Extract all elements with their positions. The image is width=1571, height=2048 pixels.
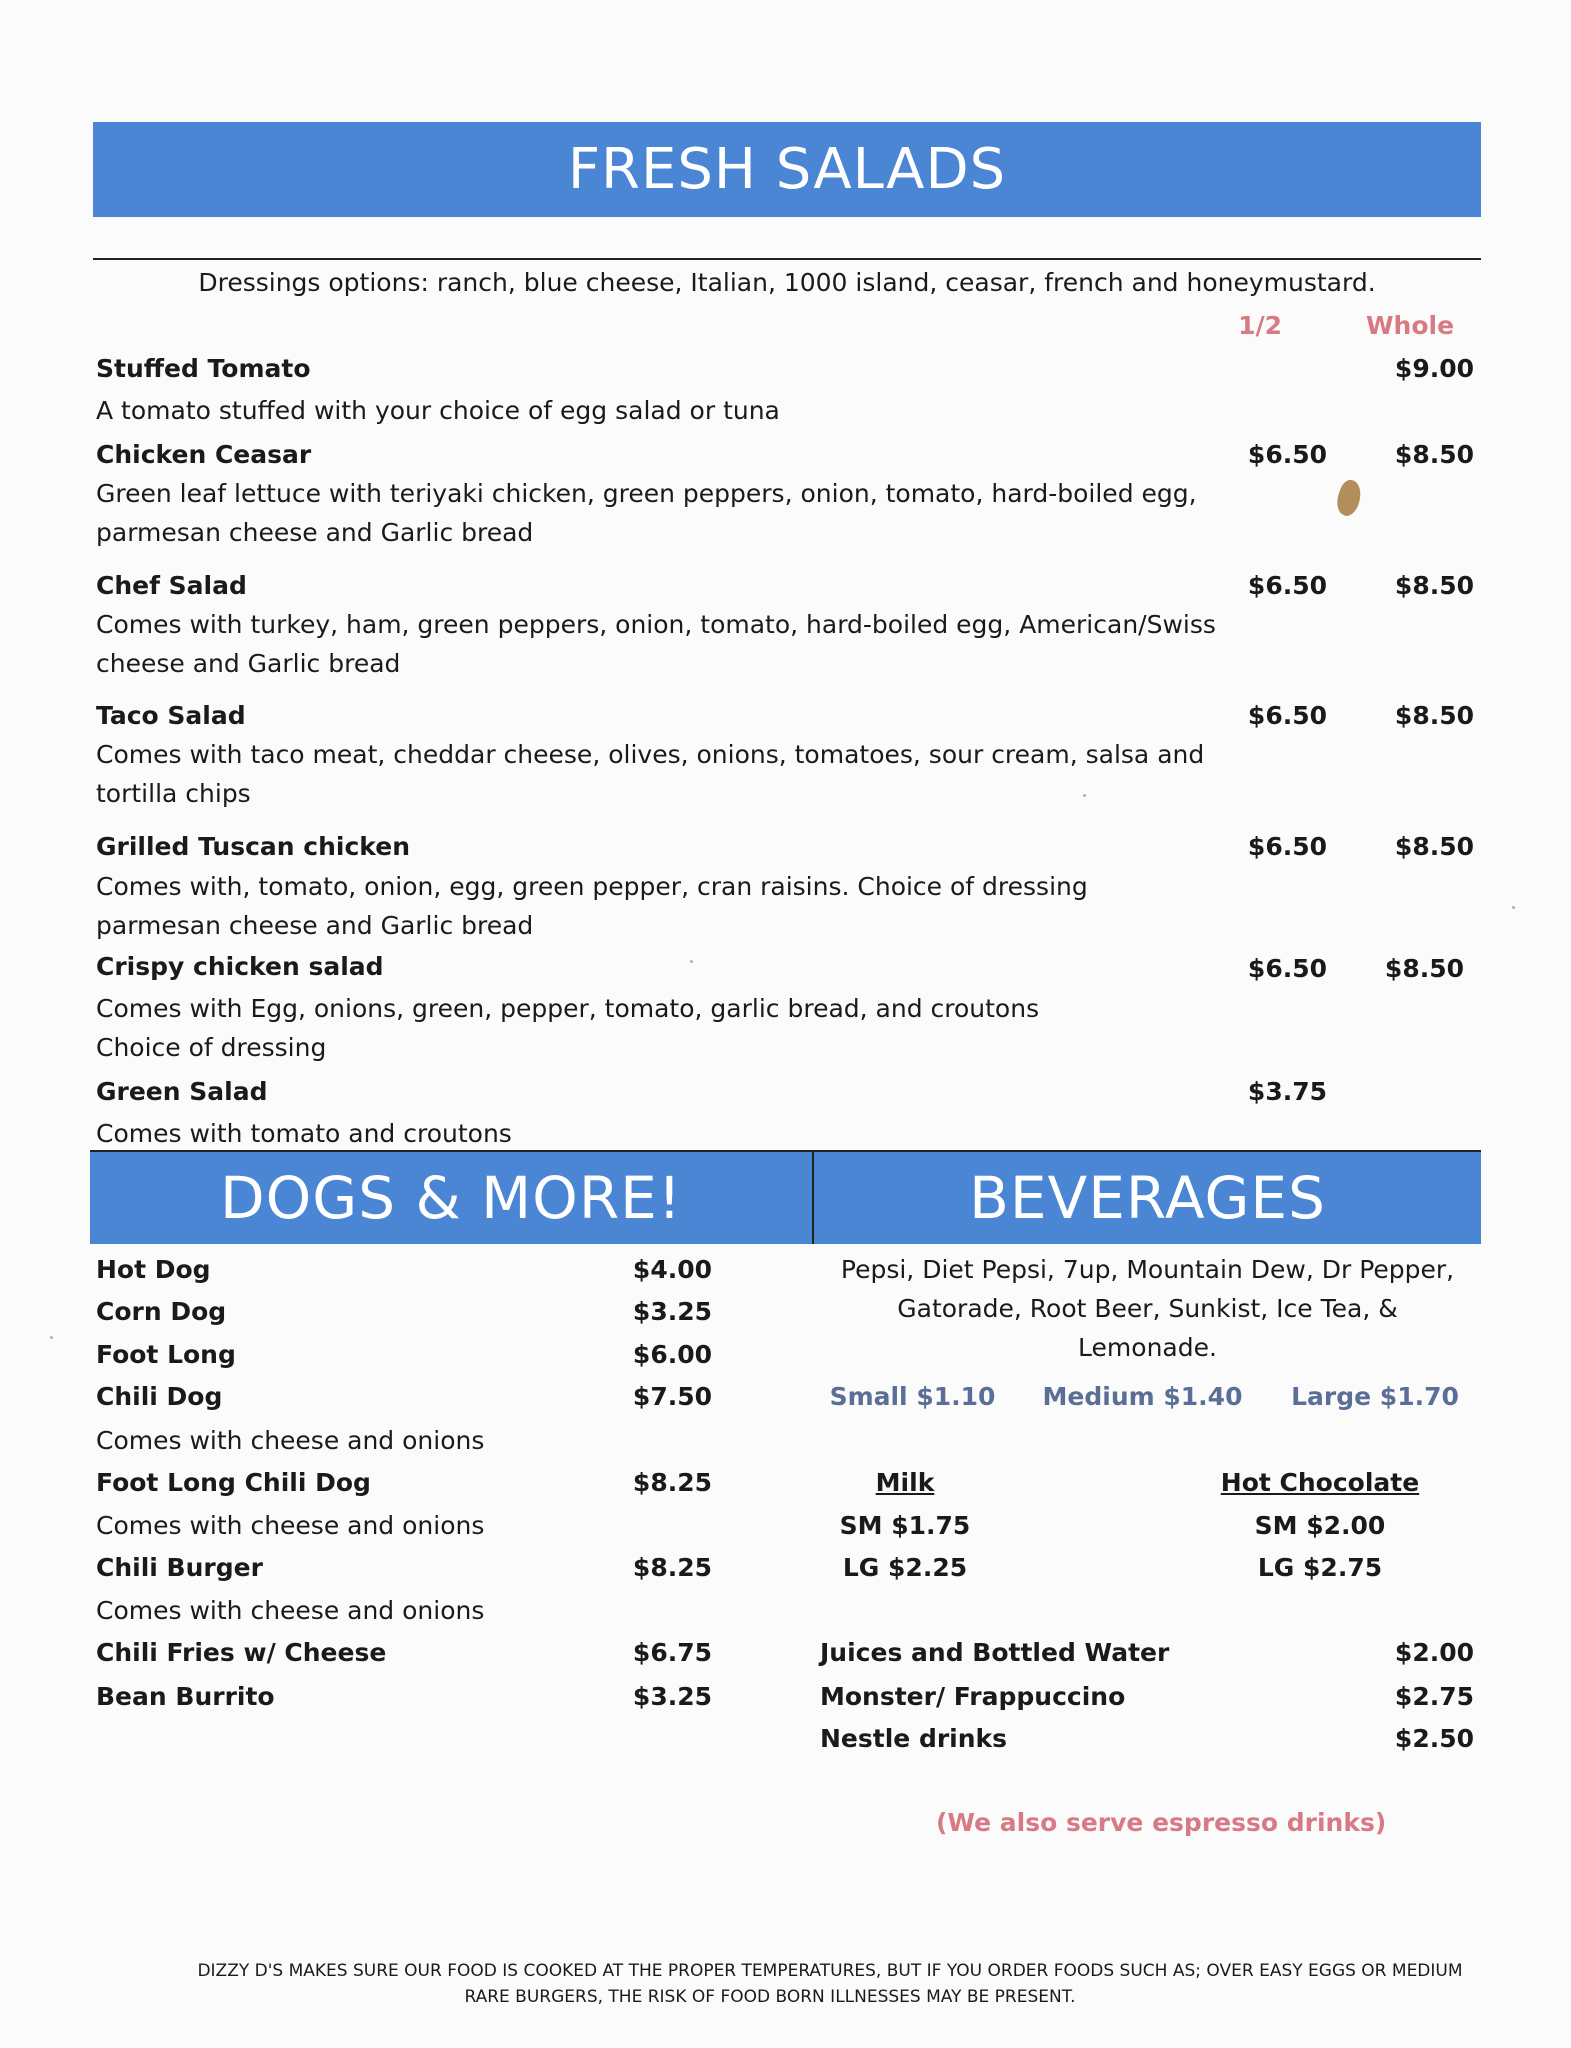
- dogs-banner: [90, 1152, 812, 1244]
- disclaimer-line: DIZZY D'S MAKES SURE OUR FOOD IS COOKED AT THE PROPER TEMPERATURES, BUT IF YOU ORDER FOODS SUCH AS; OVER EASY EGGS OR MEDIUM: [197, 1961, 1463, 1981]
- salads-title: FRESH SALADS: [567, 137, 1007, 202]
- dog-price: $7.50: [632, 1382, 712, 1411]
- salad-price-half: $3.75: [1247, 1077, 1327, 1106]
- soda-list: Pepsi, Diet Pepsi, 7up, Mountain Dew, Dr Pepper,: [840, 1255, 1455, 1284]
- salad-desc: Comes with turkey, ham, green peppers, onion, tomato, hard-boiled egg, American/Swiss: [96, 610, 1216, 639]
- salad-desc: parmesan cheese and Garlic bread: [96, 518, 534, 547]
- dog-item: Corn Dog: [96, 1297, 227, 1326]
- salad-price-whole: $8.50: [1394, 571, 1474, 600]
- salad-name: Taco Salad: [96, 701, 246, 730]
- salad-desc: Choice of dressing: [96, 1033, 327, 1062]
- dog-item: Foot Long: [96, 1340, 236, 1369]
- salad-desc: parmesan cheese and Garlic bread: [96, 911, 534, 940]
- col-whole-label: Whole: [1365, 311, 1455, 340]
- dogs-title: DOGS & MORE!: [219, 1164, 683, 1232]
- dog-item: Chili Dog: [96, 1382, 223, 1411]
- hot-chocolate-title: Hot Chocolate: [1220, 1468, 1420, 1497]
- dog-item: Hot Dog: [96, 1255, 211, 1284]
- salad-price-half: $6.50: [1247, 571, 1327, 600]
- salad-desc: Comes with, tomato, onion, egg, green pepper, cran raisins. Choice of dressing: [96, 872, 1088, 901]
- dog-price: $8.25: [632, 1468, 712, 1497]
- milk-small: SM $1.75: [839, 1511, 971, 1540]
- salad-price-half: $6.50: [1247, 440, 1327, 469]
- salad-desc: A tomato stuffed with your choice of egg salad or tuna: [96, 396, 780, 425]
- size-large: Large $1.70: [1291, 1382, 1459, 1411]
- size-small: Small $1.10: [829, 1382, 996, 1411]
- salad-price-half: $6.50: [1247, 832, 1327, 861]
- dog-item: Bean Burrito: [96, 1682, 275, 1711]
- salad-name: Green Salad: [96, 1077, 268, 1106]
- salads-divider: [93, 258, 1481, 260]
- salad-name: Grilled Tuscan chicken: [96, 832, 411, 861]
- salad-name: Crispy chicken salad: [96, 952, 384, 981]
- dressings-note: Dressings options: ranch, blue cheese, Italian, 1000 island, ceasar, french and honeymustard.: [198, 268, 1376, 297]
- dog-item: Chili Fries w/ Cheese: [96, 1638, 387, 1667]
- soda-list: Lemonade.: [1078, 1333, 1217, 1362]
- speck: [1512, 906, 1515, 909]
- beverages-title: BEVERAGES: [969, 1164, 1326, 1232]
- beverage-price: $2.75: [1394, 1682, 1474, 1711]
- espresso-note: (We also serve espresso drinks): [936, 1808, 1387, 1837]
- beverage-price: $2.50: [1394, 1724, 1474, 1753]
- beverage-item: Nestle drinks: [820, 1724, 1008, 1753]
- dog-price: $3.25: [632, 1297, 712, 1326]
- speck: [1083, 794, 1086, 797]
- dog-price: $6.75: [632, 1638, 712, 1667]
- dog-item: Foot Long Chili Dog: [96, 1468, 371, 1497]
- salad-name: Stuffed Tomato: [96, 354, 311, 383]
- dog-desc: Comes with cheese and onions: [96, 1596, 485, 1625]
- dog-price: $6.00: [632, 1340, 712, 1369]
- salad-name: Chicken Ceasar: [96, 440, 312, 469]
- salad-price-whole: $8.50: [1394, 832, 1474, 861]
- disclaimer-line: RARE BURGERS, THE RISK OF FOOD BORN ILLNESSES MAY BE PRESENT.: [464, 1987, 1076, 2007]
- salad-price-whole: $8.50: [1394, 701, 1474, 730]
- salad-name: Chef Salad: [96, 571, 247, 600]
- salad-price-whole: $8.50: [1394, 440, 1474, 469]
- beverage-item: Monster/ Frappuccino: [820, 1682, 1126, 1711]
- salad-price-half: $6.50: [1247, 954, 1327, 983]
- dog-price: $8.25: [632, 1553, 712, 1582]
- salad-desc: Comes with taco meat, cheddar cheese, olives, onions, tomatoes, sour cream, salsa and: [96, 740, 1205, 769]
- milk-large: LG $2.25: [842, 1553, 968, 1582]
- dog-desc: Comes with cheese and onions: [96, 1511, 485, 1540]
- dog-price: $3.25: [632, 1682, 712, 1711]
- speck: [50, 1336, 53, 1339]
- speck: [690, 960, 693, 963]
- stain-mark: [1333, 477, 1365, 518]
- dog-desc: Comes with cheese and onions: [96, 1426, 485, 1455]
- hot-chocolate-small: SM $2.00: [1254, 1511, 1386, 1540]
- salads-banner: [93, 122, 1481, 217]
- salad-price-whole: $9.00: [1394, 354, 1474, 383]
- salad-desc: cheese and Garlic bread: [96, 649, 401, 678]
- beverages-banner: [814, 1152, 1481, 1244]
- salad-desc: tortilla chips: [96, 779, 251, 808]
- salad-desc: Green leaf lettuce with teriyaki chicken, green peppers, onion, tomato, hard-boiled egg,: [96, 479, 1197, 508]
- milk-title: Milk: [875, 1468, 935, 1497]
- hot-chocolate-large: LG $2.75: [1257, 1553, 1383, 1582]
- dog-item: Chili Burger: [96, 1553, 263, 1582]
- salad-desc: Comes with tomato and croutons: [96, 1119, 512, 1148]
- beverage-price: $2.00: [1394, 1638, 1474, 1667]
- salad-price-whole: $8.50: [1384, 954, 1464, 983]
- col-half-label: 1/2: [1238, 311, 1282, 340]
- beverage-item: Juices and Bottled Water: [820, 1638, 1170, 1667]
- salad-desc: Comes with Egg, onions, green, pepper, tomato, garlic bread, and croutons: [96, 994, 1040, 1023]
- dog-price: $4.00: [632, 1255, 712, 1284]
- size-medium: Medium $1.40: [1042, 1382, 1243, 1411]
- salad-price-half: $6.50: [1247, 701, 1327, 730]
- soda-list: Gatorade, Root Beer, Sunkist, Ice Tea, &: [897, 1294, 1398, 1323]
